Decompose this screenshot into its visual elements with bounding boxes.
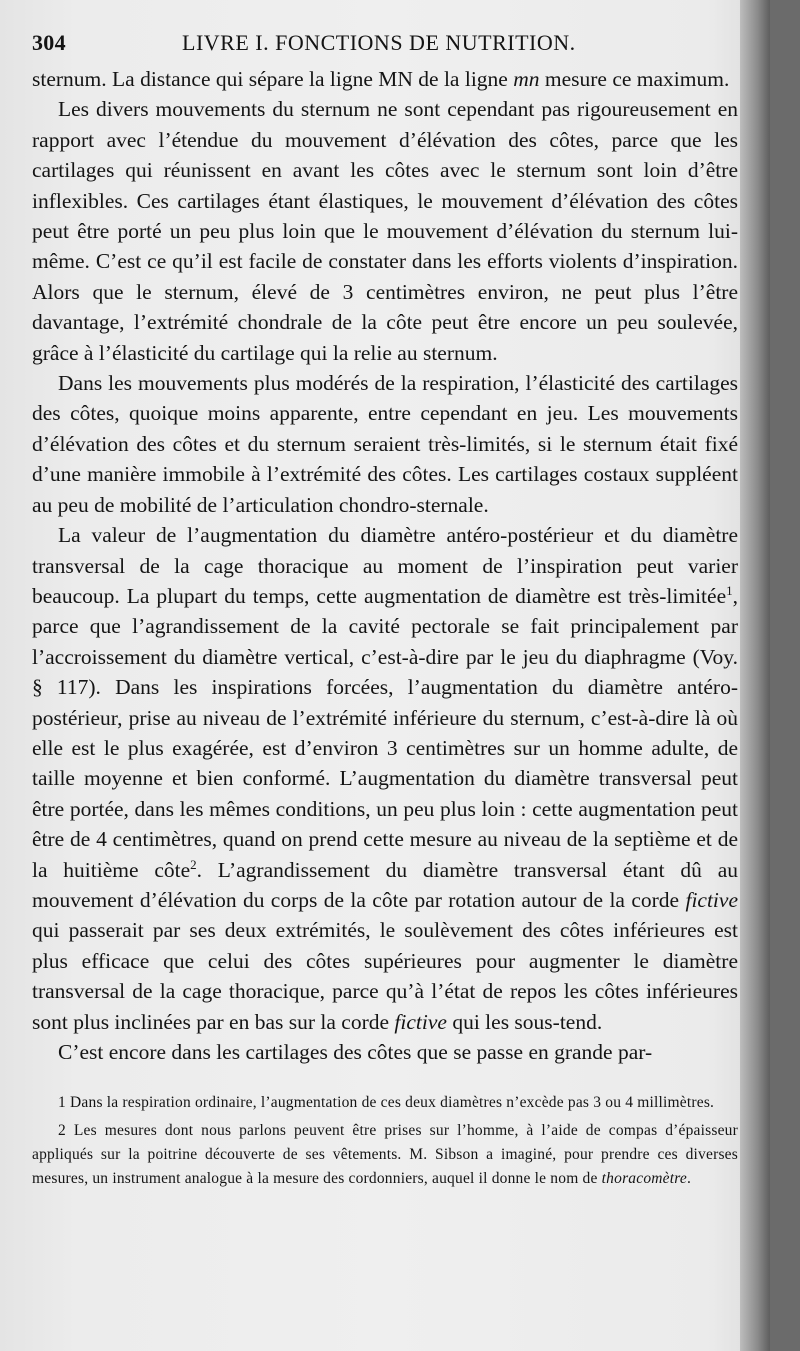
paragraph: Dans les mouvements plus modérés de la respiration, l’élasticité des cartilages des côtes, quoique moins apparente, entre cependant en jeu. Les mouvements d’élévation des côtes et du sternum seraient très-limités, si le sternum était fixé d’une manière immobile à l’extrémité des côtes. Les cartilages costaux suppléent au peu de mobilité de l’articulation chondro-sternale. — [32, 371, 738, 517]
italic-term: thoracomètre — [601, 1170, 687, 1188]
footnote: 2 Les mesures dont nous parlons peuvent être prises sur l’homme, à l’aide de compas d’épaisseur appliqués sur la poitrine découverte de ses vêtements. M. Sibson a imaginé, pour prendre ces diverses mesures, un instrument analogue à la mesure des cordonniers, auquel il donne le nom de thoracomètre. — [32, 1122, 738, 1188]
running-head — [32, 30, 738, 64]
footnote-ref: 2 — [190, 856, 197, 872]
paragraph: Les divers mouvements du sternum ne sont cependant pas rigoureusement en rapport avec l’étendue du mouvement d’élévation des côtes, parce que les cartilages qui réunissent en avant les côtes avec le sternum sont loin d’être inflexibles. Ces cartilages étant élastiques, le mouvement d’élévation des côtes peut être porté un peu plus loin que le mouvement d’élévation du sternum lui-même. C’est ce qu’il est facile de constater dans les efforts violents d’inspiration. Alors que le sternum, élevé de 3 centimètres environ, ne peut plus l’être davantage, l’extrémité chondrale de la côte peut être encore un peu soulevée, grâce à l’élasticité du cartilage qui la relie au sternum. — [32, 97, 738, 365]
body-text — [32, 64, 738, 1067]
italic-term: fictive — [685, 887, 738, 912]
footnote-mark: 2 — [58, 1122, 66, 1140]
footnotes — [32, 1091, 738, 1191]
italic-term: mn — [513, 67, 540, 91]
footnote-ref: 1 — [726, 582, 733, 598]
chapter-title: LIVRE I. FONCTIONS DE NUTRITION. — [182, 30, 576, 55]
page-edge-shadow — [740, 0, 770, 1351]
page-number: 304 — [32, 30, 66, 55]
paragraph: C’est encore dans les cartilages des côtes que se passe en grande par- — [58, 1040, 653, 1064]
paragraph-continuation: sternum. La distance qui sépare la ligne MN de la ligne mn mesure ce maximum. — [32, 67, 730, 91]
italic-term: fictive — [394, 1009, 447, 1034]
footnote: 1 Dans la respiration ordinaire, l’augmentation de ces deux diamètres n’excède pas 3 ou 4 millimètres. — [58, 1094, 715, 1112]
paragraph: La valeur de l’augmentation du diamètre antéro-postérieur et du diamètre transversal de la cage thoracique au moment de l’inspiration peut varier beaucoup. La plupart du temps, cette augmentation de diamètre est très-limitée$^1$, parce que l’agrandissement de la cavité pectorale se fait principalement par l’accroissement du diamètre vertical, c’est-à-dire par le jeu du diaphragme (Voy. § 117). Dans les inspirations forcées, l’augmentation du diamètre antéro-postérieur, prise au niveau de l’extrémité inférieure du sternum, c’est-à-dire là où elle est le plus exagérée, est d’environ 3 centimètres sur un homme adulte, de taille moyenne et bien conformé. L’augmentation du diamètre transversal peut être portée, dans les mêmes conditions, un peu plus loin : cette augmentation peut être de 4 centimètres, quand on prend cette mesure au niveau de la septième et de la huitième côte$^2$. L’agrandissement du diamètre transversal étant dû au mouvement d’élévation du corps de la côte par rotation autour de la corde fictive qui passerait par ses deux extrémités, le soulèvement des côtes inférieures est plus efficace que celui des côtes supérieures pour augmenter le diamètre transversal de la cage thoracique, parce qu’à l’état de repos les côtes inférieures sont plus inclinées par en bas sur la corde fictive qui les sous-tend. — [32, 523, 738, 1034]
footnote-mark: 1 — [58, 1094, 66, 1112]
